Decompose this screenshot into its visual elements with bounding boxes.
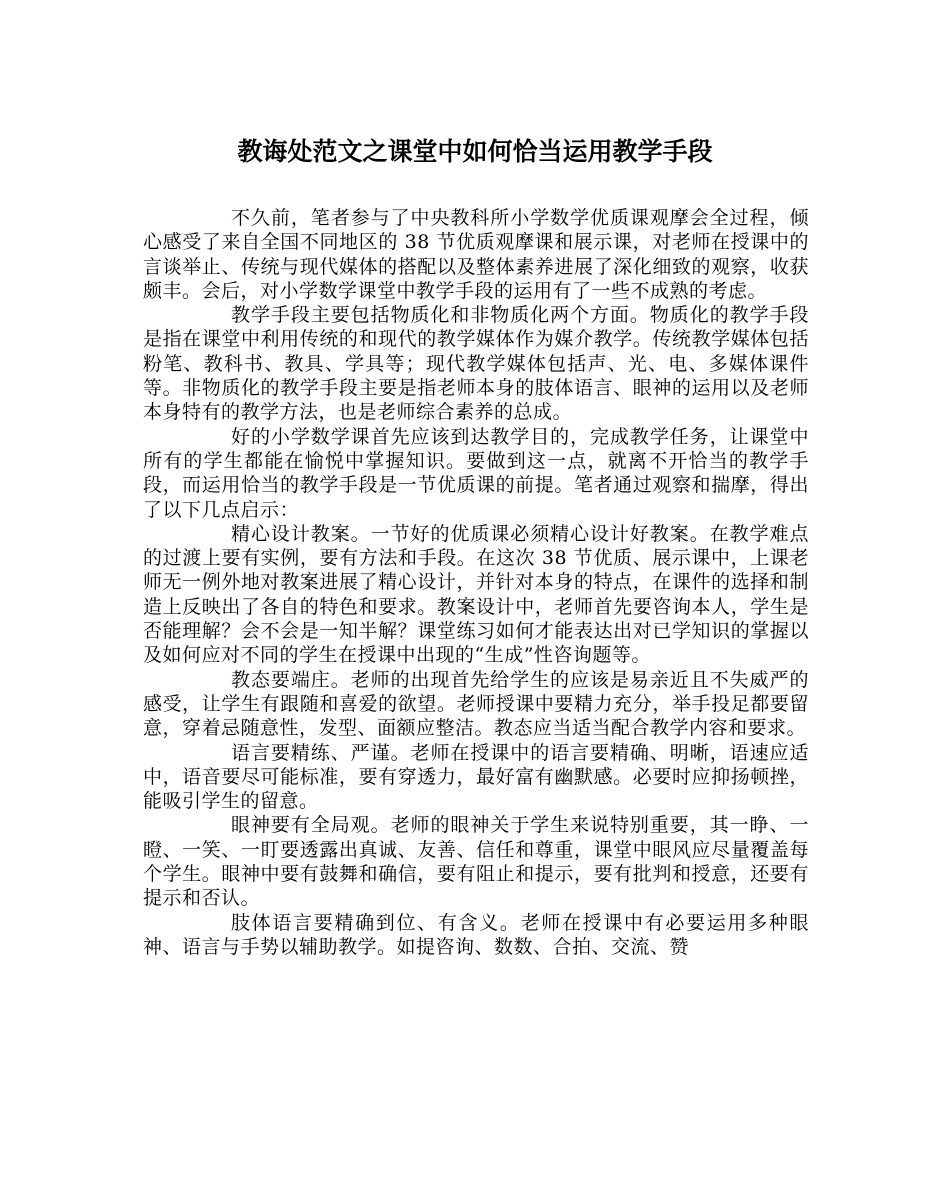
paragraph: 教学手段主要包括物质化和非物质化两个方面。物质化的教学手段是指在课堂中利用传统的和现代的教学媒体作为媒介教学。传统教学媒体包括粉笔、教科书、教具、学具等；现代教学媒体包括声、光、电、多媒体课件等。非物质化的教学手段主要是指老师本身的肢体语言、眼神的运用以及老师本身特有的教学方法，也是老师综合素养的总成。 xyxy=(143,304,809,424)
paragraph: 教态要端庄。老师的出现首先给学生的应该是易亲近且不失威严的感受，让学生有跟随和喜爱的欲望。老师授课中要精力充分，举手投足都要留意，穿着忌随意性，发型、面额应整洁。教态应当适当配合教学内容和要求。 xyxy=(143,668,809,740)
paragraph: 好的小学数学课首先应该到达教学目的，完成教学任务，让课堂中所有的学生都能在愉悦中掌握知识。要做到这一点，就离不开恰当的教学手段，而运用恰当的教学手段是一节优质课的前提。笔者通过观察和揣摩，得出了以下几点启示： xyxy=(143,425,809,521)
document-body xyxy=(143,206,809,959)
paragraph: 语言要精练、严谨。老师在授课中的语言要精确、明晰，语速应适中，语音要尽可能标准，要有穿透力，最好富有幽默感。必要时应抑扬顿挫，能吸引学生的留意。 xyxy=(143,741,809,813)
paragraph: 肢体语言要精确到位、有含义。老师在授课中有必要运用多种眼神、语言与手势以辅助教学。如提咨询、数数、合拍、交流、赞 xyxy=(143,911,809,958)
document-title: 教诲处范文之课堂中如何恰当运用教学手段 xyxy=(237,137,713,166)
paragraph: 不久前，笔者参与了中央教科所小学数学优质课观摩会全过程，倾心感受了来自全国不同地区的 38 节优质观摩课和展示课，对老师在授课中的言谈举止、传统与现代媒体的搭配以及整体素养进展了深化细致的观察，收获颇丰。会后，对小学数学课堂中教学手段的运用有了一些不成熟的考虑。 xyxy=(143,207,809,302)
paragraph: 眼神要有全局观。老师的眼神关于学生来说特别重要，其一睁、一瞪、一笑、一盯要透露出真诚、友善、信任和尊重，课堂中眼风应尽量覆盖每个学生。眼神中要有鼓舞和确信，要有阻止和提示，要有批判和授意，还要有提示和否认。 xyxy=(143,814,809,910)
paragraph: 精心设计教案。一节好的优质课必须精心设计好教案。在教学难点的过渡上要有实例，要有方法和手段。在这次 38 节优质、展示课中，上课老师无一例外地对教案进展了精心设计，并针对本身的特点，在课件的选择和制造上反映出了各自的特色和要求。教案设计中，老师首先要咨询本人，学生是否能理解？会不会是一知半解？课堂练习如何才能表达出对已学知识的掌握以及如何应对不同的学生在授课中出现的“生成”性咨询题等。 xyxy=(143,522,809,667)
